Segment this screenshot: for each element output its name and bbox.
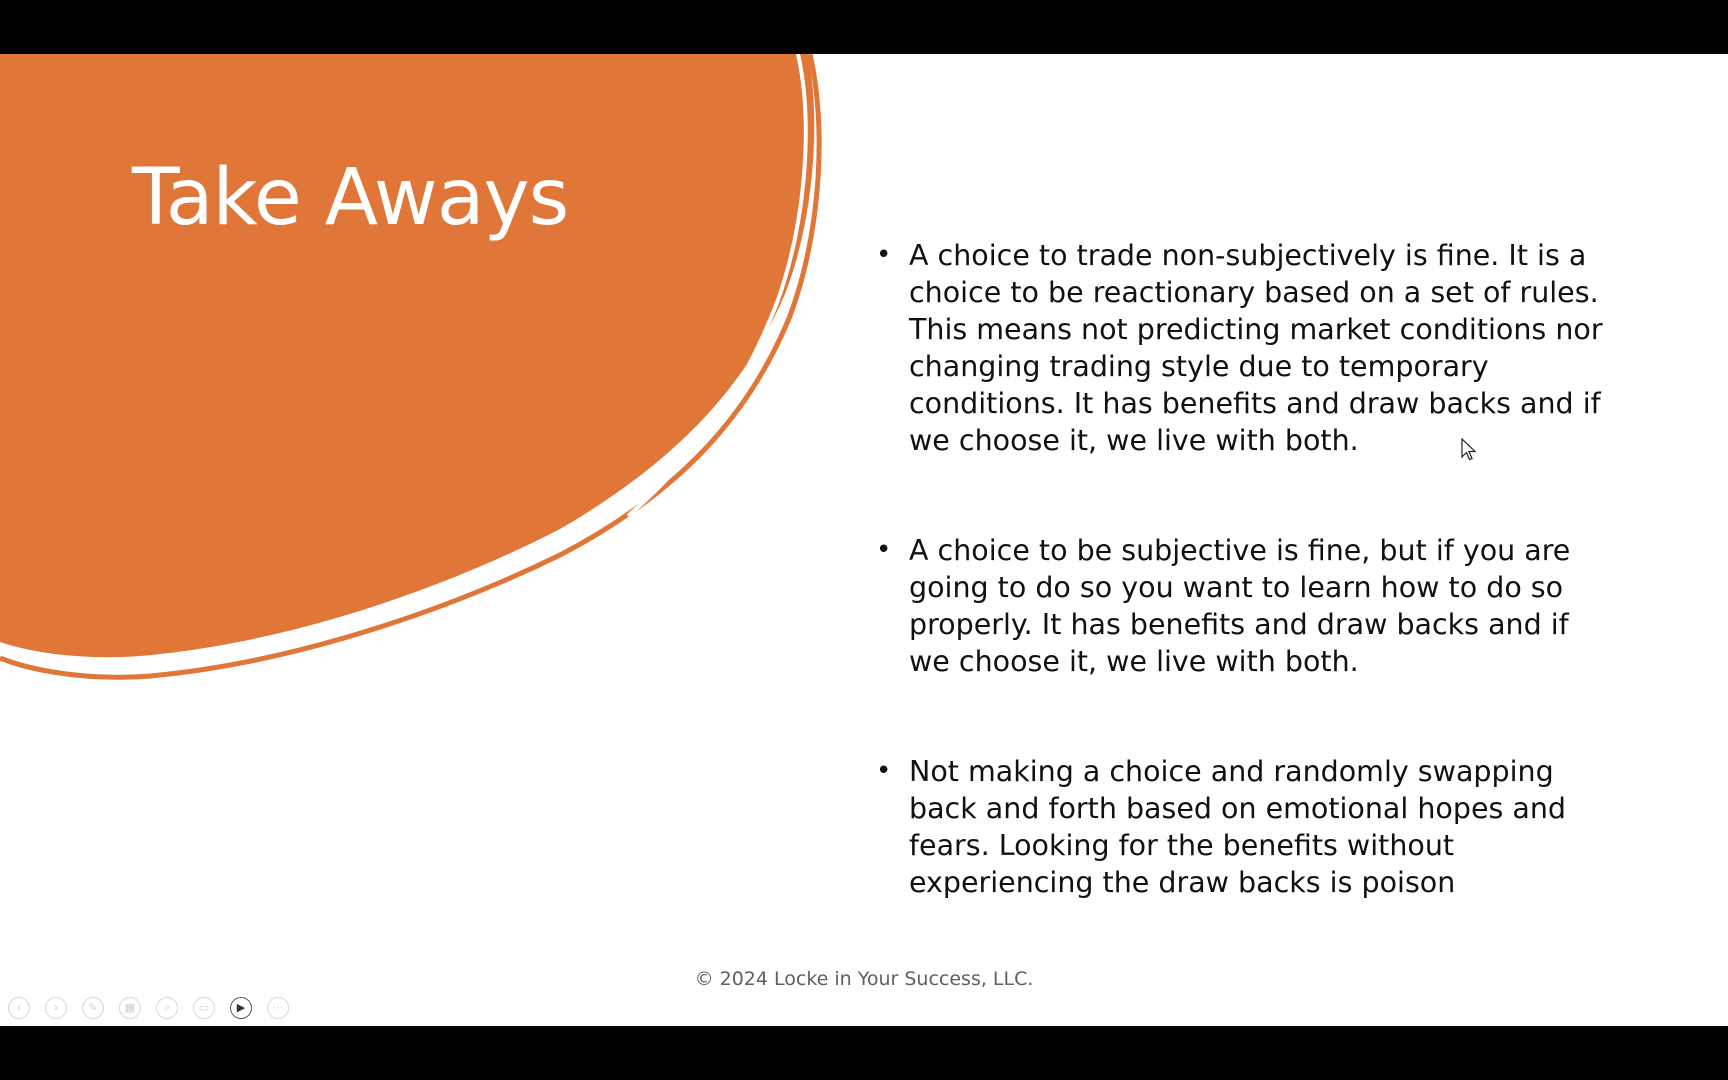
slide [0,54,1728,1026]
bullet-list [870,237,1610,974]
all-slides-icon: ▦ [124,1001,136,1014]
mouse-cursor-icon [1461,438,1477,462]
camera-icon: ▶ [236,1001,246,1014]
more-options-button[interactable] [267,997,289,1019]
zoom-button[interactable] [156,997,178,1019]
camera-button[interactable] [230,997,252,1019]
previous-slide-button[interactable] [8,997,30,1019]
bullet-item: • A choice to trade non-subjectively is fine. It is a choice to be reactionary based on a set of rules. This means not predicting market conditions nor changing trading style due to temporary conditions. It has benefits and draw backs and if we choose it, we live with both. [870,237,1610,459]
subtitles-button[interactable] [193,997,215,1019]
pen-icon: ✎ [88,1001,98,1014]
zoom-icon: ⌕ [163,1001,171,1014]
previous-slide-icon: ‹ [17,1001,21,1014]
subtitles-icon: ▭ [198,1001,210,1014]
bullet-item: • A choice to be subjective is fine, but if you are going to do so you want to learn how to do so properly. It has benefits and draw backs and if we choose it, we live with both. [870,532,1610,680]
next-slide-button[interactable] [45,997,67,1019]
see-all-slides-button[interactable] [119,997,141,1019]
copyright-footer: © 2024 Locke in Your Success, LLC. [694,968,1034,990]
slideshow-toolbar [8,995,289,1021]
more-options-icon: ⋯ [272,1001,284,1014]
slide-title: Take Aways [132,153,569,243]
bullet-item: • Not making a choice and randomly swapping back and forth based on emotional hopes and fears. Looking for the benefits without experiencing the draw backs is poison [870,753,1610,901]
pen-tool-button[interactable] [82,997,104,1019]
next-slide-icon: › [54,1001,58,1014]
